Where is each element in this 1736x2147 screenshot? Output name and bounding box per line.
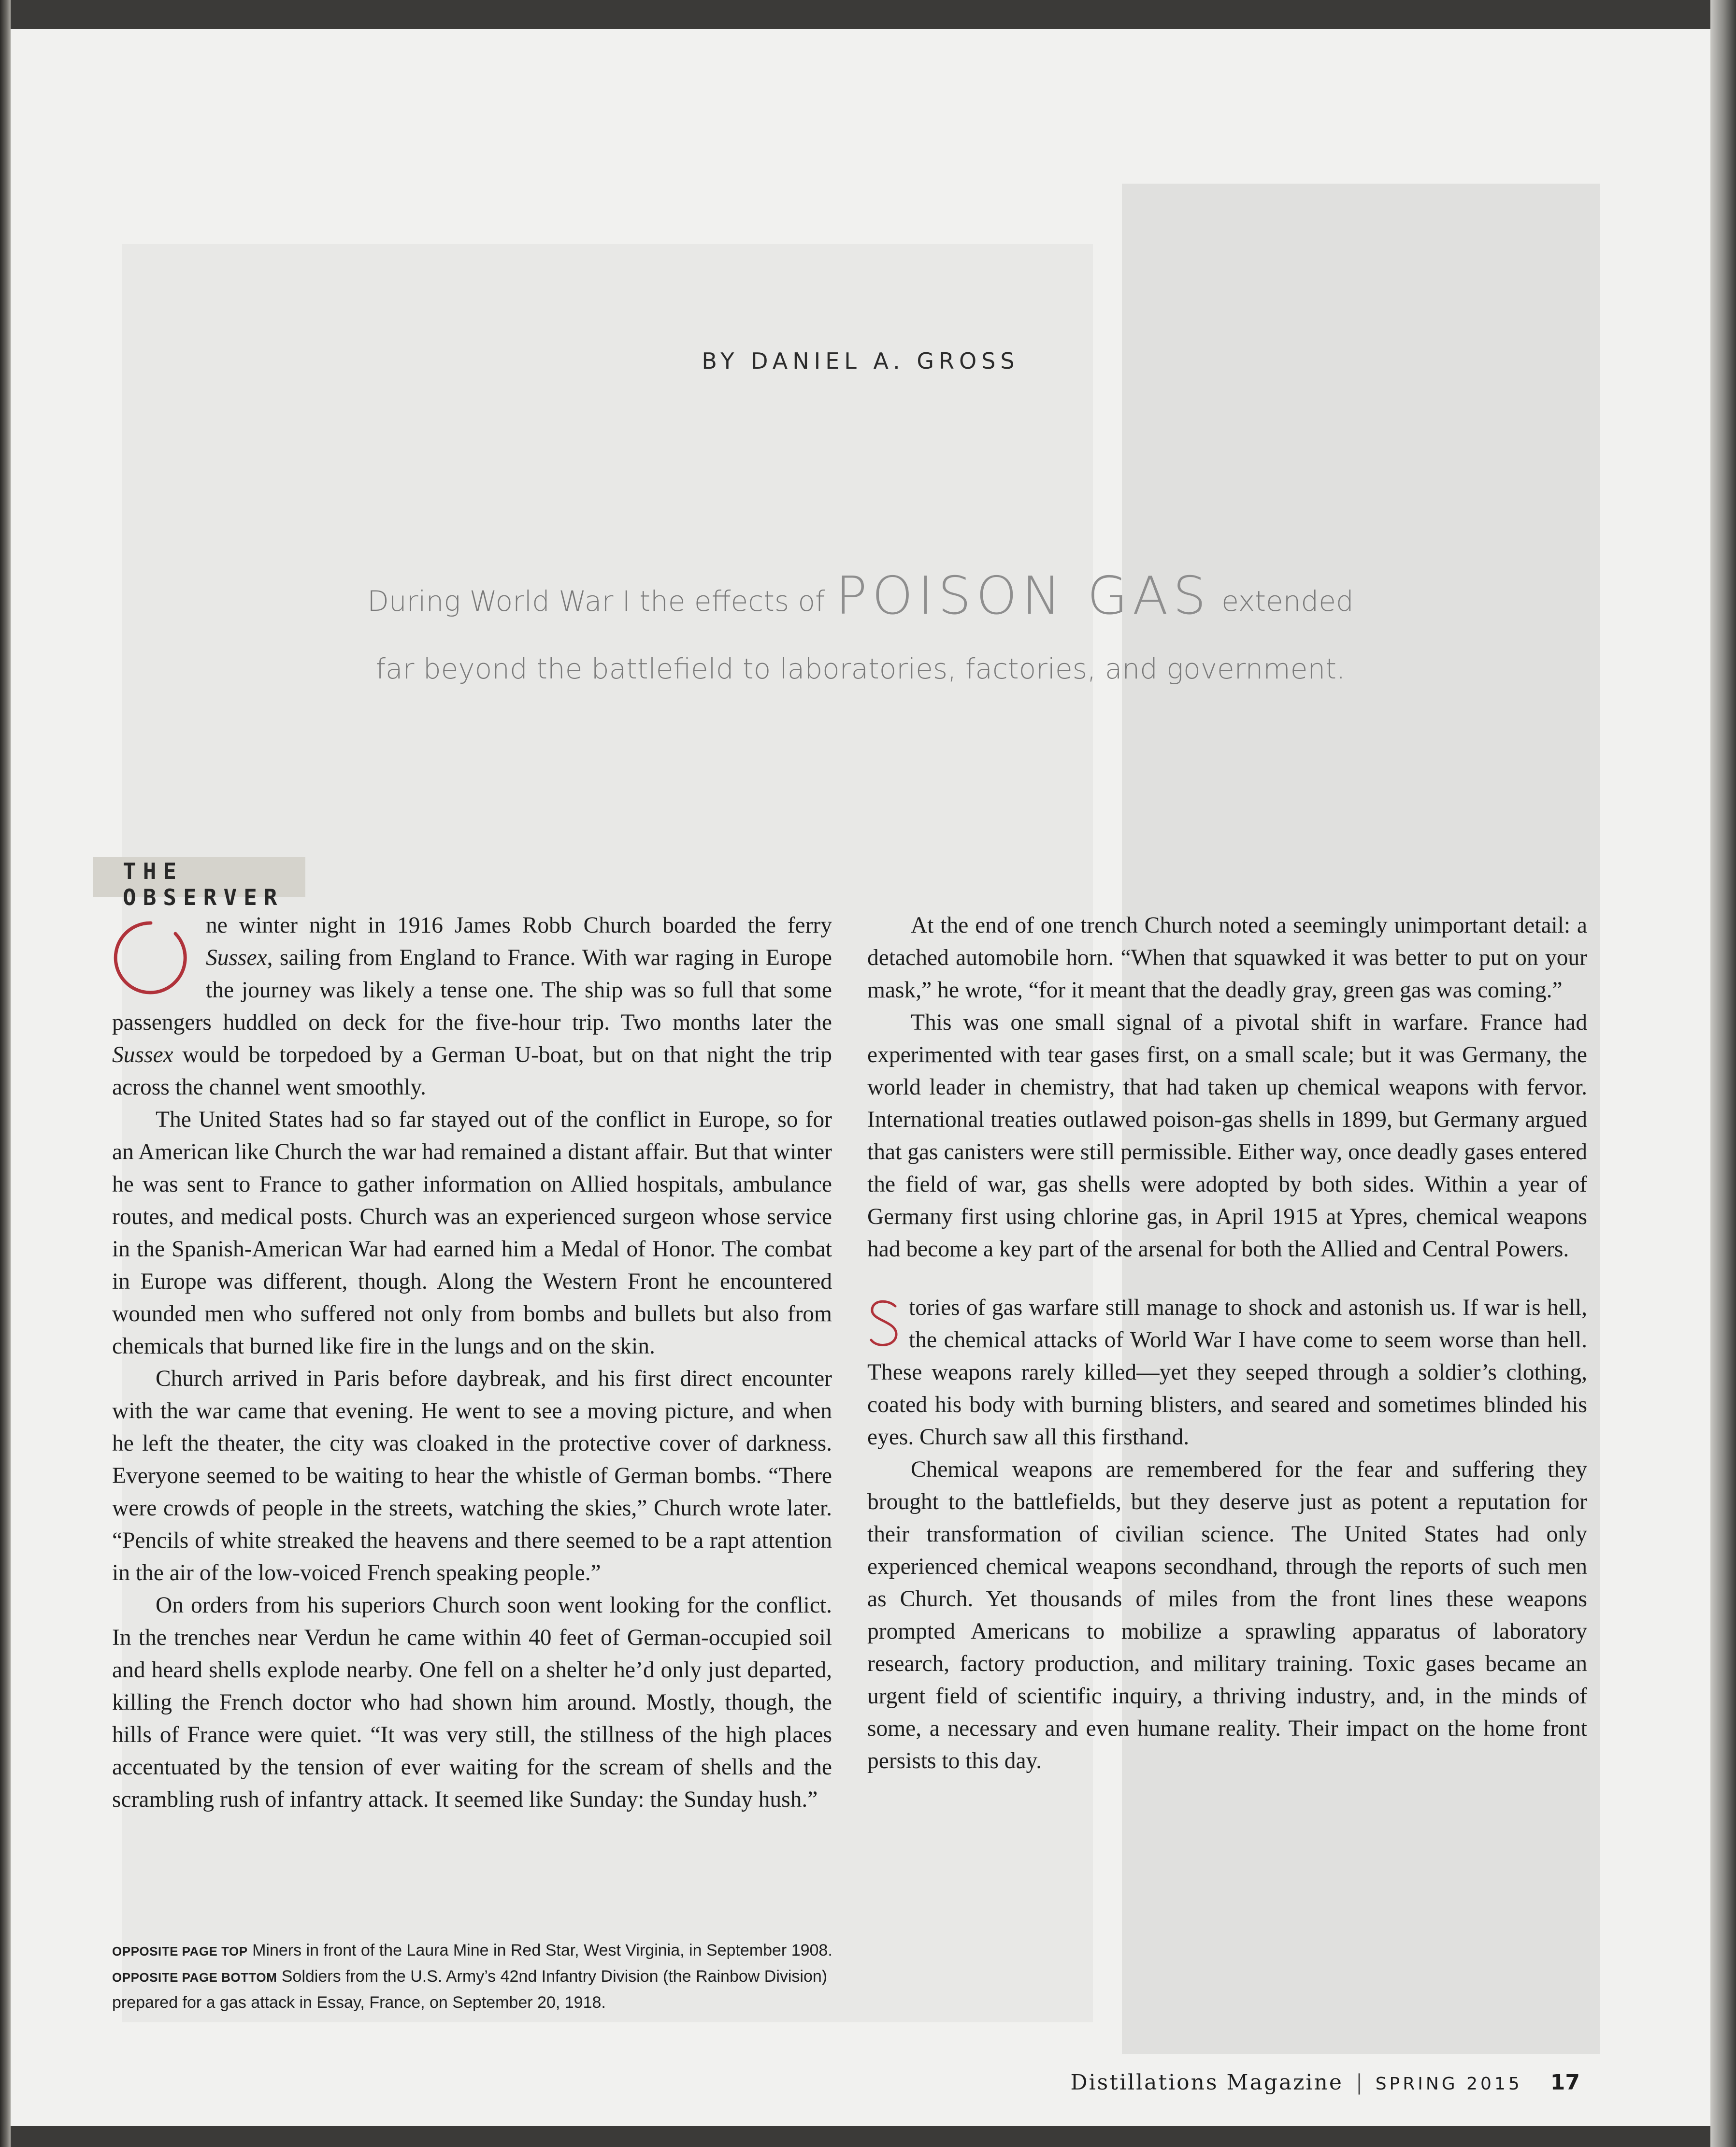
photo-captions — [112, 1938, 885, 2015]
section-label-text: THE OBSERVER — [123, 858, 284, 910]
caption — [112, 1938, 885, 1964]
paragraph: Church arrived in Paris before daybreak, and his first direct encounter with the war came that evening. He went to see a moving picture, and when he left the theater, the city was cloaked in the protective cover of darkness. Everyone seemed to be waiting to hear the whistle of German bombs. “There were crowds of people in the streets, watching the skies,” Church wrote later. “Pencils of white streaked the heavens and there seemed to be a rapt attention in the air of the low-voiced French speaking people.” — [112, 1366, 832, 1585]
page-footer — [1070, 2070, 1580, 2095]
section-label — [93, 857, 305, 910]
article-column-right — [867, 909, 1587, 1777]
paragraph: Chemical weapons are remembered for the fear and suffering they brought to the battlefields, but they deserve just as potent a reputation for their transformation of civilian science. The United States had only experienced chemical weapons secondhand, through the reports of such men as Church. Yet thousands of miles from the front lines these weapons prompted Americans to mobilize a sprawling apparatus of laboratory research, factory production, and military training. Toxic gases became an urgent field of scientific inquiry, a thriving industry, and, in the minds of some, a necessary and even humane reality. Their impact on the home front persists to this day. — [867, 1457, 1587, 1773]
caption — [112, 1964, 885, 2015]
paragraph: This was one small signal of a pivotal shift in warfare. France had experimented with tear gases first, on a small scale; but it was Germany, the world leader in chemistry, that had taken up chemical weapons with fervor. International treaties outlawed poison-gas shells in 1899, but Germany argued that gas canisters were still permissible. Either way, once deadly gases entered the field of war, gas shells were adopted by both sides. Within a year of Germany first using chlorine gas, in April 1915 at Ypres, chemical weapons had become a key part of the arsenal for both the Allied and Central Powers. — [867, 1010, 1587, 1262]
magazine-page — [11, 29, 1710, 2126]
ship-name: Sussex — [112, 1042, 173, 1067]
paragraph: At the end of one trench Church noted a seemingly unimportant detail: a detached automobile horn. “When that squawked it was better to put on your mask,” he wrote, “for it meant that the deadly gray, green gas was coming.” — [867, 913, 1587, 1003]
dropcap-s-glyph — [867, 1297, 901, 1351]
section-break — [867, 1266, 1587, 1292]
paragraph-text: tories of gas warfare still manage to shock and astonish us. If war is hell, the chemical attacks of World War I have come to seem worse than hell. These weapons rarely killed—yet they seeped through a soldier’s clothing, coated his body with burning blisters, and seared and sometimes blinded his eyes. Church saw all this firsthand. — [867, 1295, 1587, 1450]
ship-name: Sussex — [206, 945, 267, 970]
caption-text: Miners in front of the Laura Mine in Red Star, West Virginia, in September 1908. — [252, 1941, 832, 1960]
deck-highlight: POISON GAS — [835, 566, 1211, 626]
deck-line-1-end: extended — [1221, 585, 1354, 618]
paragraph: On orders from his superiors Church soon went looking for the conflict. In the trenches near Verdun he came within 40 feet of German-occupied soil and heard shells explode nearby. One fell on a shelter he’d only just departed, killing the French doctor who had shown him around. Mostly, though, the hills of France were quiet. “It was very still, the stillness of the high places accentuated by the tension of ever waiting for the scream of shells and the scrambling rush of infantry attack. It seemed like Sunday: the Sunday hush.” — [112, 1593, 832, 1812]
dropcap-o — [112, 909, 199, 1006]
paragraph-text: ne winter night in 1916 James Robb Church boarded the ferry — [206, 913, 832, 938]
page-binding — [0, 0, 11, 2147]
dropcap-s — [867, 1292, 901, 1354]
paragraph-text: would be torpedoed by a German U-boat, but on that night the trip across the channel went smoothly. — [112, 1042, 832, 1100]
dropcap-o-ring — [110, 913, 197, 1000]
deck-line-1-start: During World War I the effects of — [367, 585, 825, 618]
deck-line-1 — [11, 563, 1710, 626]
paragraph-text: , sailing from England to France. With war raging in Europe the journey was likely a tense one. The ship was so full that some passengers huddled on deck for the five-hour trip. Two months later the — [112, 945, 832, 1035]
deck-line-2: far beyond the battlefield to laboratories, factories, and government. — [375, 652, 1346, 685]
page-edge-right — [1710, 0, 1736, 2147]
paragraph — [867, 1292, 1587, 1454]
footer-separator: | — [1355, 2070, 1363, 2095]
magazine-name: Distillations Magazine — [1070, 2070, 1343, 2095]
page-number: 17 — [1550, 2070, 1580, 2095]
paragraph — [112, 909, 832, 1104]
byline: BY DANIEL A. GROSS — [702, 348, 1019, 374]
article-column-left — [112, 909, 832, 1816]
caption-label: OPPOSITE PAGE BOTTOM — [112, 1970, 277, 1985]
caption-label: OPPOSITE PAGE TOP — [112, 1944, 248, 1959]
caption-text: Soldiers from the U.S. Army’s 42nd Infantry Division (the Rainbow Division) prepared for a gas attack in Essay, France, on September 20, 1918. — [112, 1967, 828, 2012]
issue-season: SPRING 2015 — [1375, 2074, 1522, 2094]
paragraph: The United States had so far stayed out of the conflict in Europe, so for an American like Church the war had remained a distant affair. But that winter he was sent to France to gather information on Allied hospitals, ambulance routes, and medical posts. Church was an experienced surgeon whose service in the Spanish-American War had earned him a Medal of Honor. The combat in Europe was different, though. Along the Western Front he encountered wounded men who suffered not only from bombs and bullets but also from chemicals that burned like fire in the lungs and on the skin. — [112, 1107, 832, 1359]
